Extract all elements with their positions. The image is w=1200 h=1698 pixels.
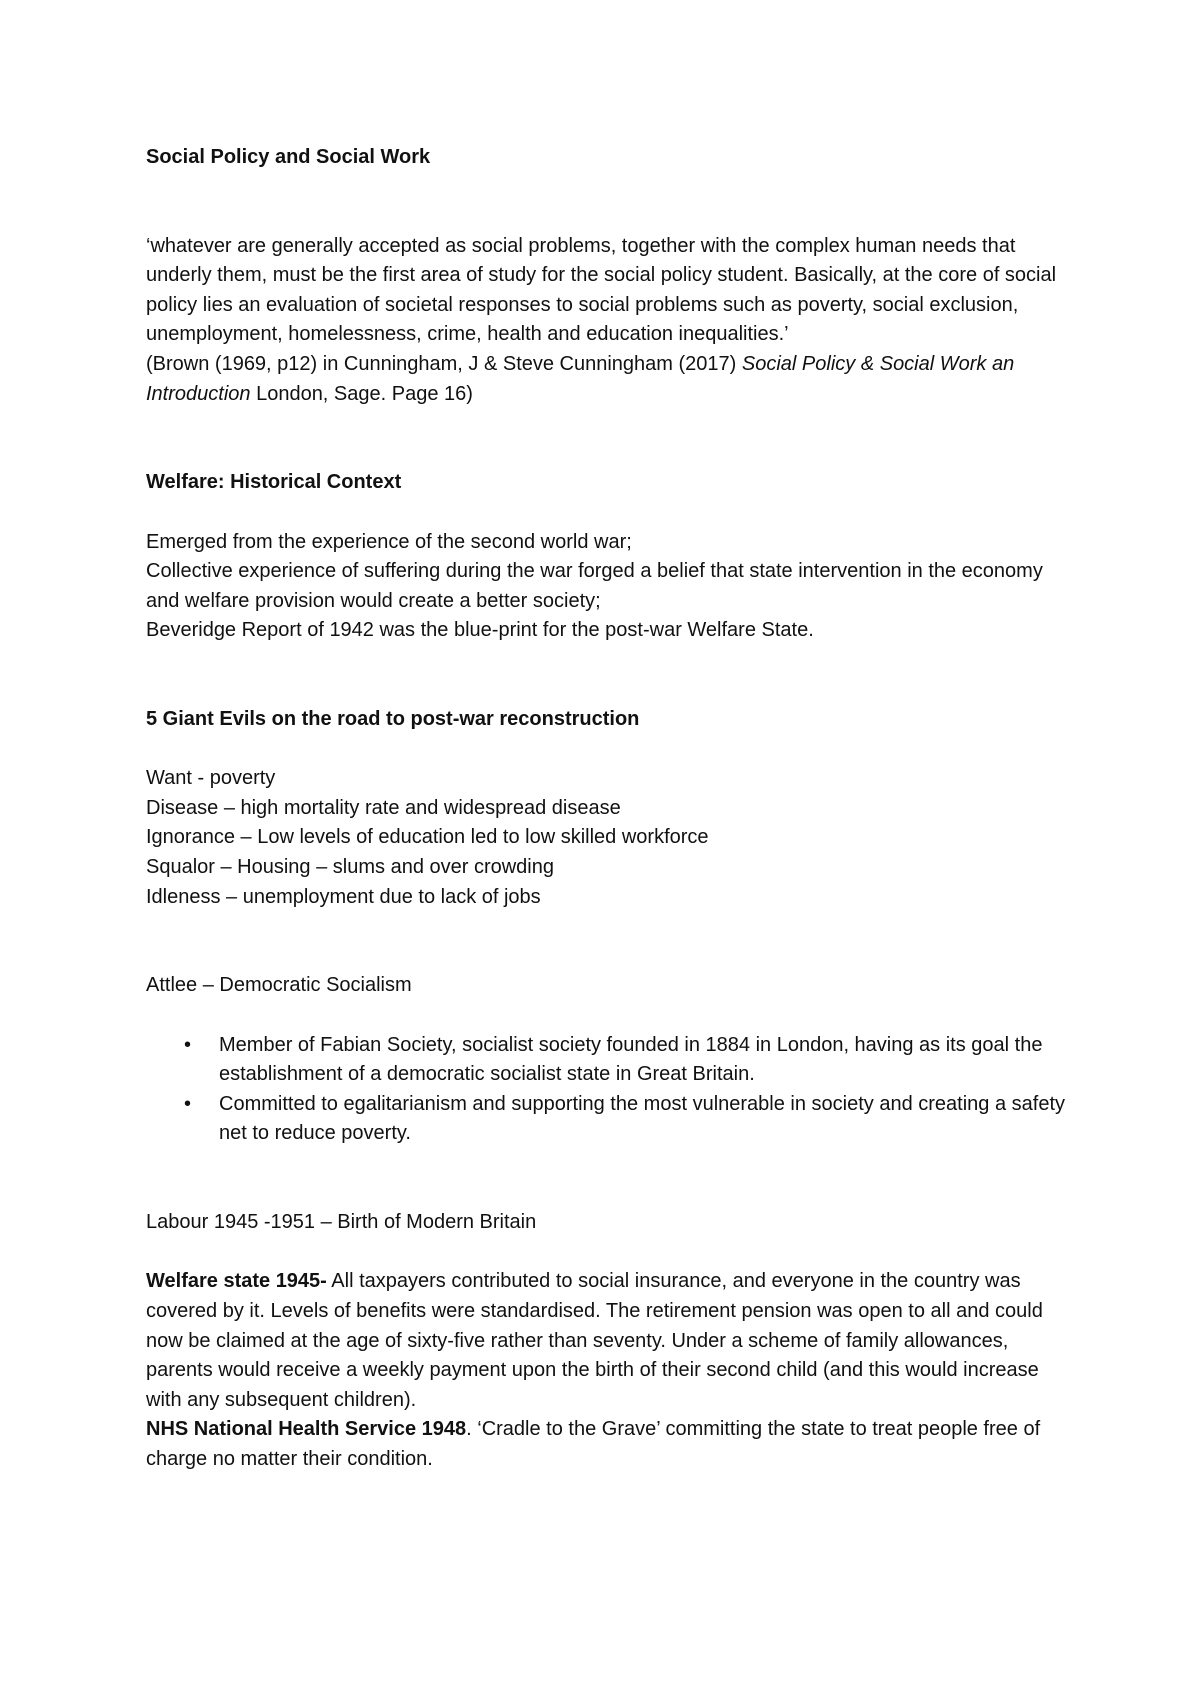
evil-item: Ignorance – Low levels of education led to low skilled workforce [146,826,709,849]
labour-heading: Labour 1945 -1951 – Birth of Modern Britain [146,1211,537,1234]
citation-prefix: (Brown (1969, p12) in Cunningham, J & Steve Cunningham (2017) [146,352,742,375]
historical-heading: Welfare: Historical Context [146,471,402,494]
attlee-heading: Attlee – Democratic Socialism [146,974,412,997]
citation-suffix: London, Sage. Page 16) [250,382,473,405]
nhs-label: NHS National Health Service 1948 [146,1418,467,1441]
nhs-text: . ‘Cradle to the Grave’ committing the state to treat people free of charge no matter their condition. [146,1418,1041,1470]
attlee-bullet-item [146,1031,1076,1090]
welfare-state-label: Welfare state 1945- [146,1270,327,1293]
evil-item: Want - poverty [146,767,276,790]
evil-item: Idleness – unemployment due to lack of jobs [146,885,541,908]
attlee-bullet-list [146,1031,1076,1149]
bullet-icon: • [184,1033,192,1056]
attlee-bullet-text: Committed to egalitarianism and supporting the most vulnerable in society and creating a safety net to reduce poverty. [219,1092,1066,1145]
historical-line: Emerged from the experience of the second world war; [146,530,632,553]
document-title: Social Policy and Social Work [146,146,431,168]
welfare-state-text: All taxpayers contributed to social insurance, and everyone in the country was covered by it. Levels of benefits were standardised. The retirement pension was open to all and could now be claimed at the age of sixty-five rather than seventy. Under a scheme of family allowances, parents would receive a weekly payment upon the birth of their second child (and this would increase with any subsequent children). [146,1270,1043,1411]
quote-text: ‘whatever are generally accepted as social problems, together with the complex human needs that underly them, must be the first area of study for the social policy student. Basically, at the core of social policy lies an evaluation of societal responses to social problems such as poverty, social exclusion, unemployment, homelessness, crime, health and education inequalities.’ [146,234,1057,346]
historical-line: Collective experience of suffering during the war forged a belief that state intervention in the economy and welfare provision would create a better society; [146,560,1043,612]
attlee-bullet-text: Member of Fabian Society, socialist society founded in 1884 in London, having as its goal the establishment of a democratic socialist state in Great Britain. [219,1033,1043,1086]
welfare-state-paragraph [146,1267,1076,1415]
evil-item: Disease – high mortality rate and widespread disease [146,796,621,819]
quote-paragraph [146,232,1076,350]
nhs-paragraph [146,1415,1076,1474]
document-page [146,143,1076,1475]
citation-book-title: Social Policy & Social Work an Introduction [146,352,1015,405]
historical-line: Beveridge Report of 1942 was the blue-print for the post-war Welfare State. [146,619,814,642]
attlee-bullet-item [146,1090,1076,1149]
bullet-icon: • [184,1092,192,1115]
quote-citation [146,350,1076,409]
evils-heading: 5 Giant Evils on the road to post-war reconstruction [146,708,640,731]
evil-item: Squalor – Housing – slums and over crowding [146,856,554,879]
